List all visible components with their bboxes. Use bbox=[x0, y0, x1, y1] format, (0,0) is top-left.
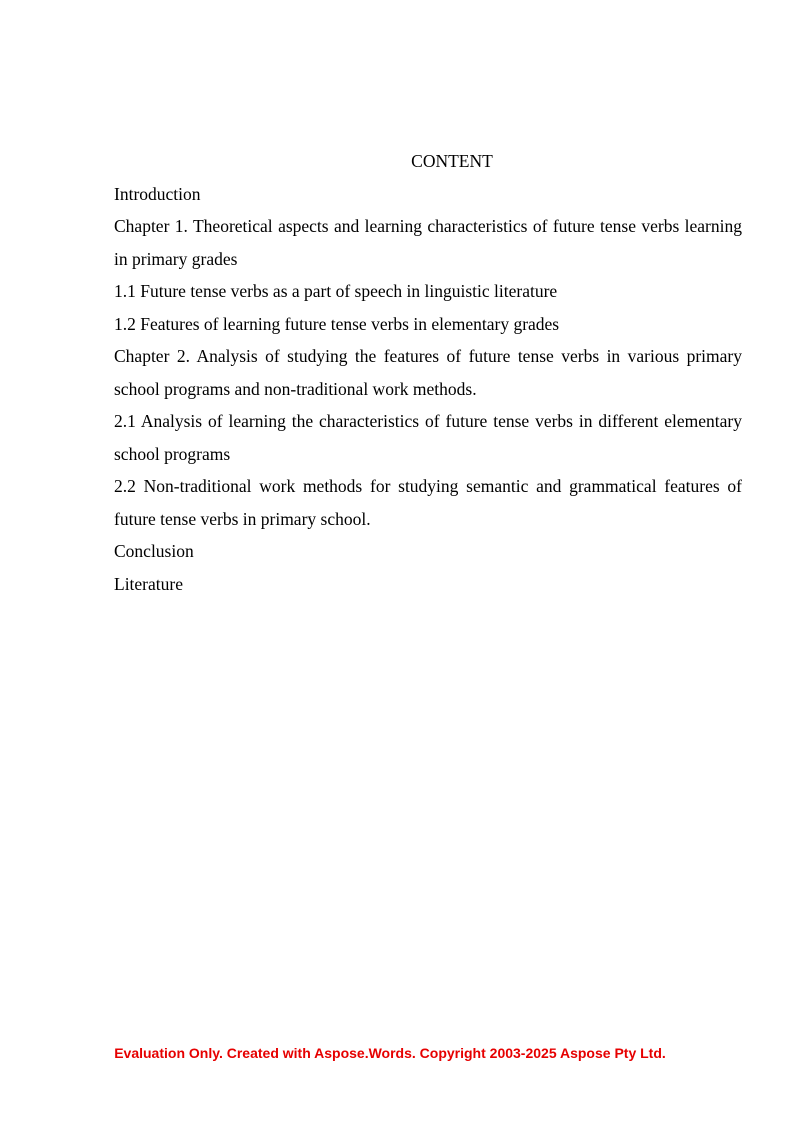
toc-item-literature: Literature bbox=[114, 573, 183, 594]
toc-item-section-2-1: 2.1 Analysis of learning the characteristics of future tense verbs in different elementary school programs bbox=[114, 411, 742, 464]
toc-item-section-1-2: 1.2 Features of learning future tense verbs in elementary grades bbox=[114, 313, 560, 334]
toc-list bbox=[114, 178, 742, 601]
page-title: CONTENT bbox=[411, 151, 493, 171]
table-of-contents bbox=[114, 145, 742, 600]
toc-item-section-1-1: 1.1 Future tense verbs as a part of speech in linguistic literature bbox=[114, 281, 558, 301]
evaluation-watermark: Evaluation Only. Created with Aspose.Words. Copyright 2003-2025 Aspose Pty Ltd. bbox=[114, 1045, 666, 1061]
toc-item-chapter-2: Chapter 2. Analysis of studying the features of future tense verbs in various primary school programs and non-traditional work methods. bbox=[114, 346, 742, 399]
toc-item-conclusion: Conclusion bbox=[114, 541, 194, 561]
toc-item-introduction: Introduction bbox=[114, 183, 201, 204]
toc-item-section-2-2: 2.2 Non-traditional work methods for studying semantic and grammatical features of future tense verbs in primary school. bbox=[114, 476, 742, 529]
toc-item-chapter-1: Chapter 1. Theoretical aspects and learning characteristics of future tense verbs learning in primary grades bbox=[114, 216, 742, 269]
